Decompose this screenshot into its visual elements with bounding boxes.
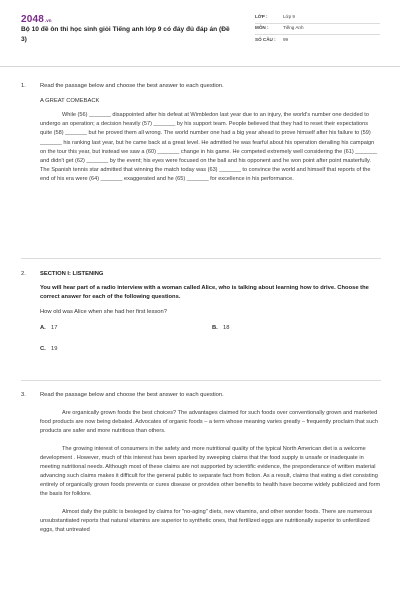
option-letter: B. <box>212 325 218 332</box>
answer-option-a[interactable] <box>40 324 212 333</box>
answer-options <box>40 324 381 353</box>
question-number: 2. <box>21 271 26 277</box>
document-meta <box>255 12 380 47</box>
section-title: SECTION I: LISTENING <box>40 271 104 277</box>
logo-suffix: .vn <box>45 18 52 23</box>
question-3 <box>21 391 381 541</box>
question-instruction: Read the passage below and choose the best answer to each question. <box>40 83 224 89</box>
passage-paragraph: Are organically grown foods the best choices? The advantages claimed for such foods over conventionally grown and marketed food products are now being debated. Advocates of organic foods – a term whose meaning varies greatly – frequently proclaim that such products are safer and more nutritious than others. <box>40 409 378 434</box>
meta-row-question-count <box>255 35 380 47</box>
meta-value: Tiếng Anh <box>283 25 304 31</box>
meta-label: MÔN : <box>255 25 269 31</box>
question-text: How old was Alice when she had her first lesson? <box>40 308 167 315</box>
option-text: 18 <box>223 325 230 332</box>
answer-option-b[interactable] <box>212 324 384 333</box>
meta-value: 99 <box>283 37 289 43</box>
question-divider <box>21 258 381 259</box>
passage-title: A GREAT COMEBACK <box>40 97 100 104</box>
passage-paragraph: Almost daily the public is besieged by claims for "no-aging" diets, new vitamins, and other wonder foods. There are numerous unsubstantiated reports that natural vitamins are superior to synthetic ones, that fertilized eggs are nutritionally superior to unfertilized eggs, that untreated <box>40 509 373 534</box>
meta-row-subject <box>255 24 380 36</box>
question-divider <box>21 380 381 381</box>
passage-paragraph: While (56) _______ disappointed after his defeat at Wimbledon last year due to an injury, the world's number one decided to undergo an operation; a decision heavily (57) _______ by his support team. People believed that they had to reset their expectations quite (58) _______ but he proved them all wrong. The world number one had a big year ahead to prove himself after his failure to (59) _______ his ranking last year, but he came back at a great level. He admitted he was fearful about his operation derailing his campaign on the tour this year, but instead we saw a (60) _______ change in his game. He competed extremely well considering the (61) _______ and didn't get (62) _______ by the event; his eyes were focused on the ball and his opponent and he won point after point masterfully. The Spanish tennis star admitted that winning the match today was (63) _______ to convince the world and himself that reports of the end of his era were (64) _______ exaggerated and he (65) _______ for excellence in his performance. <box>40 112 378 182</box>
answer-option-c[interactable] <box>40 345 212 354</box>
meta-value: Lớp 9 <box>283 13 295 19</box>
header-divider <box>0 66 400 67</box>
option-letter: C. <box>40 346 46 353</box>
listening-instruction: You will hear part of a radio interview with a woman called Alice, who is talking about learning how to drive. Choose the correct answer for each of the following questions. <box>40 284 369 300</box>
document-header <box>0 0 400 62</box>
option-text: 17 <box>51 325 58 332</box>
passage-paragraph: The growing interest of consumers in the safety and more nutritional quality of the typical North American diet is a welcome development . However, much of this interest has been sparked by sweeping claims that the food supply is unsafe or inadequate in meeting nutritional needs. Although most of these claims are not supported by scientific evidence, the preponderance of written material advancing such claims makes it difficult for the general public to separate fact from fiction. As a result, claims that eating a diet consisting entirely of organically grown foods prevents or cures disease or provides other benefits to health have become widely publicized and form the basis for folklore. <box>40 445 381 498</box>
document-title: Bộ 10 đề ôn thi học sinh giỏi Tiếng anh lớp 9 có đáy đủ đáp án (Đề 3) <box>21 26 230 43</box>
meta-row-class <box>255 12 380 24</box>
question-number: 1. <box>21 83 26 89</box>
question-instruction: Read the passage below and choose the best answer to each question. <box>40 392 224 398</box>
option-letter: A. <box>40 325 46 332</box>
meta-label: SỐ CÂU : <box>255 37 276 43</box>
question-2 <box>21 270 381 354</box>
meta-label: LỚP : <box>255 13 268 19</box>
question-body <box>40 391 381 535</box>
question-body <box>40 82 381 184</box>
logo-text: 2048 <box>21 14 45 25</box>
question-body <box>40 270 381 354</box>
option-text: 19 <box>51 346 58 353</box>
question-number: 3. <box>21 392 26 398</box>
question-1 <box>21 82 381 190</box>
